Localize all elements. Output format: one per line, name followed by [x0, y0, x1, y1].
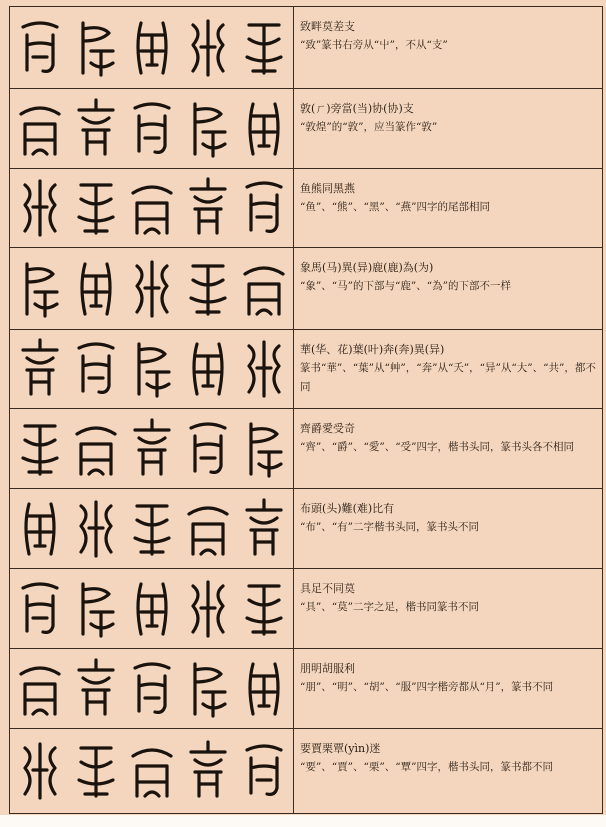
seal-char-icon	[236, 729, 292, 813]
comparison-table	[9, 6, 603, 814]
seal-char-icon	[124, 330, 180, 408]
seal-char-icon	[12, 7, 68, 88]
seal-script-glyphs	[10, 649, 290, 728]
table-row	[10, 729, 602, 813]
seal-char-icon	[68, 7, 124, 88]
seal-char-icon	[68, 649, 124, 728]
row-title: 鱼熊同黑燕	[300, 182, 355, 195]
seal-char-icon	[180, 89, 236, 168]
column-divider	[293, 169, 294, 247]
row-title: 致畔莫差支	[300, 20, 355, 33]
column-divider	[293, 569, 294, 648]
seal-char-icon	[124, 649, 180, 728]
seal-char-icon	[124, 89, 180, 168]
seal-char-icon	[12, 729, 68, 813]
seal-char-icon	[180, 489, 236, 568]
row-explanation	[300, 579, 596, 617]
table-row	[10, 569, 602, 649]
row-note: “要”、“賈”、“栗”、“覃”四字，楷书头同，篆书都不同	[300, 761, 553, 773]
seal-script-glyphs	[10, 330, 290, 408]
seal-char-icon	[12, 409, 68, 488]
seal-script-glyphs	[10, 729, 290, 813]
seal-char-icon	[180, 729, 236, 813]
seal-char-icon	[236, 409, 292, 488]
seal-char-icon	[12, 89, 68, 168]
row-title: 象馬(马)異(异)鹿(鹿)為(为)	[300, 261, 434, 274]
table-row	[10, 330, 602, 409]
seal-char-icon	[236, 330, 292, 408]
seal-char-icon	[180, 649, 236, 728]
seal-char-icon	[12, 248, 68, 329]
seal-char-icon	[236, 89, 292, 168]
row-note: “致”篆书右旁从“屮”，不从“支”	[300, 39, 448, 51]
row-title: 要賈栗覃(yìn)迷	[300, 742, 381, 755]
seal-char-icon	[124, 489, 180, 568]
row-note: “齊”、“爵”、“愛”、“受”四字，楷书头同，篆书头各不相同	[300, 441, 574, 453]
seal-char-icon	[236, 489, 292, 568]
seal-char-icon	[180, 330, 236, 408]
seal-char-icon	[180, 7, 236, 88]
row-explanation	[300, 258, 596, 296]
seal-char-icon	[68, 409, 124, 488]
seal-char-icon	[68, 89, 124, 168]
row-note: “布”、“有”二字楷书头同，篆书头不同	[300, 521, 479, 533]
row-explanation	[300, 739, 596, 777]
table-row	[10, 489, 602, 569]
column-divider	[293, 489, 294, 568]
seal-char-icon	[68, 729, 124, 813]
row-note: “朋”、“明”、“胡”、“服”四字楷旁都从“月”，篆书不同	[300, 681, 554, 693]
seal-char-icon	[180, 248, 236, 329]
row-title: 華(华、花)葉(叶)奔(奔)異(异)	[300, 343, 445, 356]
row-explanation	[300, 99, 596, 137]
page-bottom-margin	[0, 815, 606, 827]
seal-char-icon	[12, 569, 68, 648]
row-explanation	[300, 659, 596, 697]
seal-script-glyphs	[10, 248, 290, 329]
seal-char-icon	[68, 330, 124, 408]
seal-char-icon	[68, 569, 124, 648]
row-title: 齊爵愛受奇	[300, 422, 355, 435]
row-title: 朋明胡服利	[300, 662, 355, 675]
row-note: “象”、“马”的下部与“鹿”、“為”的下部不一样	[300, 280, 511, 292]
row-explanation	[300, 179, 596, 217]
seal-char-icon	[236, 649, 292, 728]
row-explanation	[300, 340, 596, 397]
seal-char-icon	[180, 169, 236, 247]
row-note: 篆书“華”、“葉”从“艸”，“奔”从“夭”，“异”从“大”、“共”，都不同	[300, 362, 596, 393]
seal-char-icon	[236, 569, 292, 648]
seal-script-glyphs	[10, 169, 290, 247]
row-note: “具”、“莫”二字之足，楷书同篆书不同	[300, 601, 479, 613]
seal-script-glyphs	[10, 569, 290, 648]
seal-char-icon	[12, 169, 68, 247]
table-row	[10, 409, 602, 489]
column-divider	[293, 89, 294, 168]
seal-char-icon	[124, 248, 180, 329]
column-divider	[293, 7, 294, 88]
seal-char-icon	[124, 729, 180, 813]
seal-script-glyphs	[10, 7, 290, 88]
row-title: 布頭(头)難(难)比有	[300, 502, 395, 515]
seal-char-icon	[236, 248, 292, 329]
table-row	[10, 649, 602, 729]
seal-char-icon	[180, 569, 236, 648]
column-divider	[293, 330, 294, 408]
seal-char-icon	[124, 569, 180, 648]
seal-char-icon	[68, 489, 124, 568]
table-row	[10, 89, 602, 169]
seal-char-icon	[12, 489, 68, 568]
column-divider	[293, 248, 294, 329]
row-explanation	[300, 419, 596, 457]
seal-char-icon	[12, 330, 68, 408]
column-divider	[293, 409, 294, 488]
seal-char-icon	[124, 409, 180, 488]
seal-script-glyphs	[10, 89, 290, 168]
seal-char-icon	[236, 169, 292, 247]
seal-char-icon	[124, 169, 180, 247]
table-row	[10, 7, 602, 89]
row-note: “鱼”、“熊”、“黑”、“燕”四字的尾部相同	[300, 201, 490, 213]
seal-char-icon	[12, 649, 68, 728]
seal-script-glyphs	[10, 489, 290, 568]
seal-script-glyphs	[10, 409, 290, 488]
seal-char-icon	[180, 409, 236, 488]
table-row	[10, 169, 602, 248]
row-title: 具足不同莫	[300, 582, 355, 595]
row-explanation	[300, 17, 596, 55]
row-title: 敦(ㄏ)旁當(当)协(协)支	[300, 102, 414, 115]
column-divider	[293, 649, 294, 728]
column-divider	[293, 729, 294, 813]
row-explanation	[300, 499, 596, 537]
seal-char-icon	[124, 7, 180, 88]
seal-char-icon	[68, 169, 124, 247]
table-row	[10, 248, 602, 330]
seal-char-icon	[68, 248, 124, 329]
seal-char-icon	[236, 7, 292, 88]
row-note: “敦煌”的“敦”，应当篆作“敦”	[300, 121, 438, 133]
